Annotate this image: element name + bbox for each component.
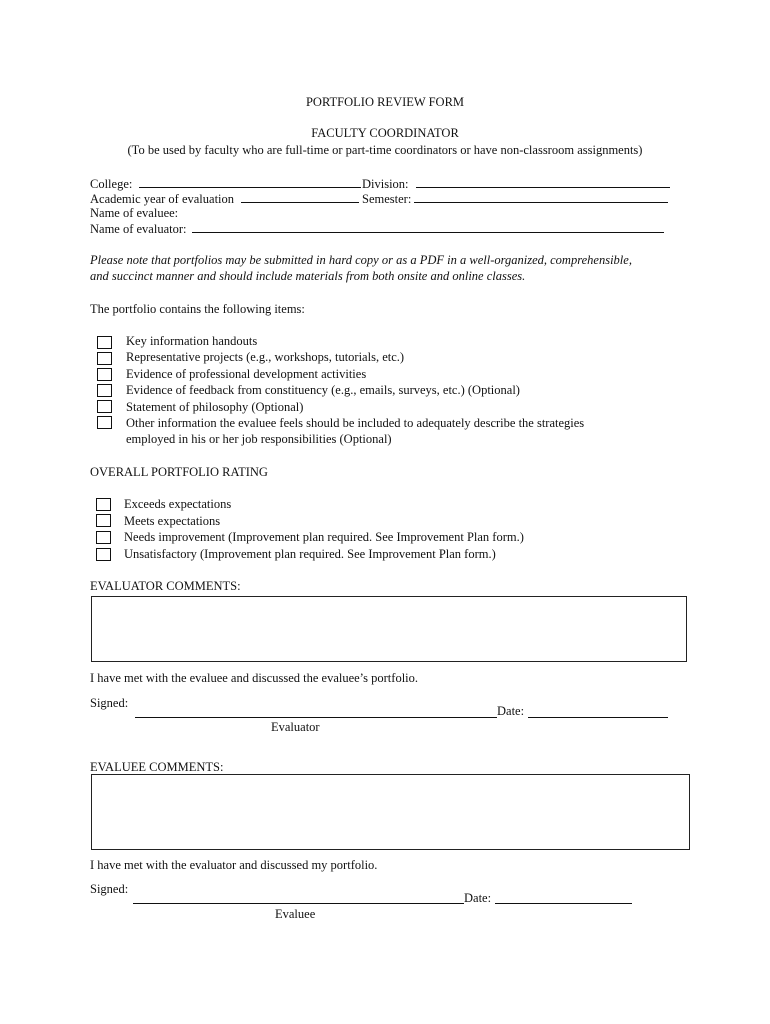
division-line[interactable] [416,176,670,188]
form-subtitle: FACULTY COORDINATOR [311,126,459,140]
rating-checkbox-exceeds[interactable] [96,498,111,511]
semester-label: Semester: [362,192,412,206]
evaluee-date-line[interactable] [495,903,632,904]
evaluee-statement: I have met with the evaluator and discussed my portfolio. [90,858,378,872]
item-label-5: Statement of philosophy (Optional) [126,400,304,414]
instructions-line-2: and succinct manner and should include materials from both onsite and online classes. [90,269,526,283]
item-label-1: Key information handouts [126,334,258,348]
item-checkbox-2[interactable] [97,352,112,365]
item-label-6-continued: employed in his or her job responsibilities (Optional) [126,432,392,446]
rating-checkbox-unsatisfactory[interactable] [96,548,111,561]
evaluee-role-label: Evaluee [275,907,316,921]
form-usage-note: (To be used by faculty who are full-time or part-time coordinators or have non-classroom assignments) [127,143,643,157]
item-label-3: Evidence of professional development activities [126,367,367,381]
evaluator-statement: I have met with the evaluee and discussed the evaluee’s portfolio. [90,671,419,685]
rating-label-meets: Meets expectations [124,514,221,528]
college-line[interactable] [139,176,361,188]
evaluee-comments-box[interactable] [91,774,690,850]
evaluator-comments-heading: EVALUATOR COMMENTS: [90,579,241,593]
evaluator-comments-box[interactable] [91,596,687,662]
evaluee-comments-heading: EVALUEE COMMENTS: [90,760,224,774]
college-label: College: [90,177,133,191]
rating-label-unsatisfactory: Unsatisfactory (Improvement plan required. See Improvement Plan form.) [124,547,496,561]
item-checkbox-3[interactable] [97,368,112,381]
rating-checkbox-meets[interactable] [96,514,111,527]
academic-year-line[interactable] [241,191,359,203]
item-label-6: Other information the evaluee feels should be included to adequately describe the strategies [126,416,585,430]
evaluee-signed-label: Signed: [90,882,129,896]
college-field[interactable] [90,176,361,192]
evaluee-date-label: Date: [464,891,492,905]
evaluator-name-line[interactable] [192,221,664,233]
items-heading: The portfolio contains the following items: [90,302,305,316]
academic-year-label: Academic year of evaluation [90,192,235,206]
evaluee-name-label: Name of evaluee: [90,206,179,220]
item-label-4: Evidence of feedback from constituency (e.g., emails, surveys, etc.) (Optional) [126,383,520,397]
item-checkbox-6[interactable] [97,416,112,429]
semester-line[interactable] [414,191,668,203]
evaluator-name-field[interactable] [90,221,664,237]
academic-year-field[interactable] [90,191,359,207]
rating-heading: OVERALL PORTFOLIO RATING [90,465,268,479]
item-checkbox-4[interactable] [97,384,112,397]
form-title: PORTFOLIO REVIEW FORM [305,95,465,109]
item-checkbox-5[interactable] [97,400,112,413]
division-label: Division: [362,177,409,191]
rating-label-exceeds: Exceeds expectations [124,497,232,511]
item-label-2: Representative projects (e.g., workshops, tutorials, etc.) [126,350,405,364]
rating-checkbox-needs-improvement[interactable] [96,531,111,544]
instructions-line-1: Please note that portfolios may be submitted in hard copy or as a PDF in a well-organized, comprehensible, [90,253,632,267]
evaluee-signature-line[interactable] [133,903,464,904]
semester-field[interactable] [362,191,668,207]
evaluator-date-label: Date: [497,704,525,718]
evaluator-signature-line[interactable] [135,717,497,718]
evaluator-date-line[interactable] [528,717,668,718]
item-checkbox-1[interactable] [97,336,112,349]
rating-label-needs-improvement: Needs improvement (Improvement plan required. See Improvement Plan form.) [124,530,524,544]
evaluator-signed-label: Signed: [90,696,129,710]
evaluator-role-label: Evaluator [271,720,320,734]
division-field[interactable] [362,176,670,192]
evaluator-name-label: Name of evaluator: [90,222,187,236]
